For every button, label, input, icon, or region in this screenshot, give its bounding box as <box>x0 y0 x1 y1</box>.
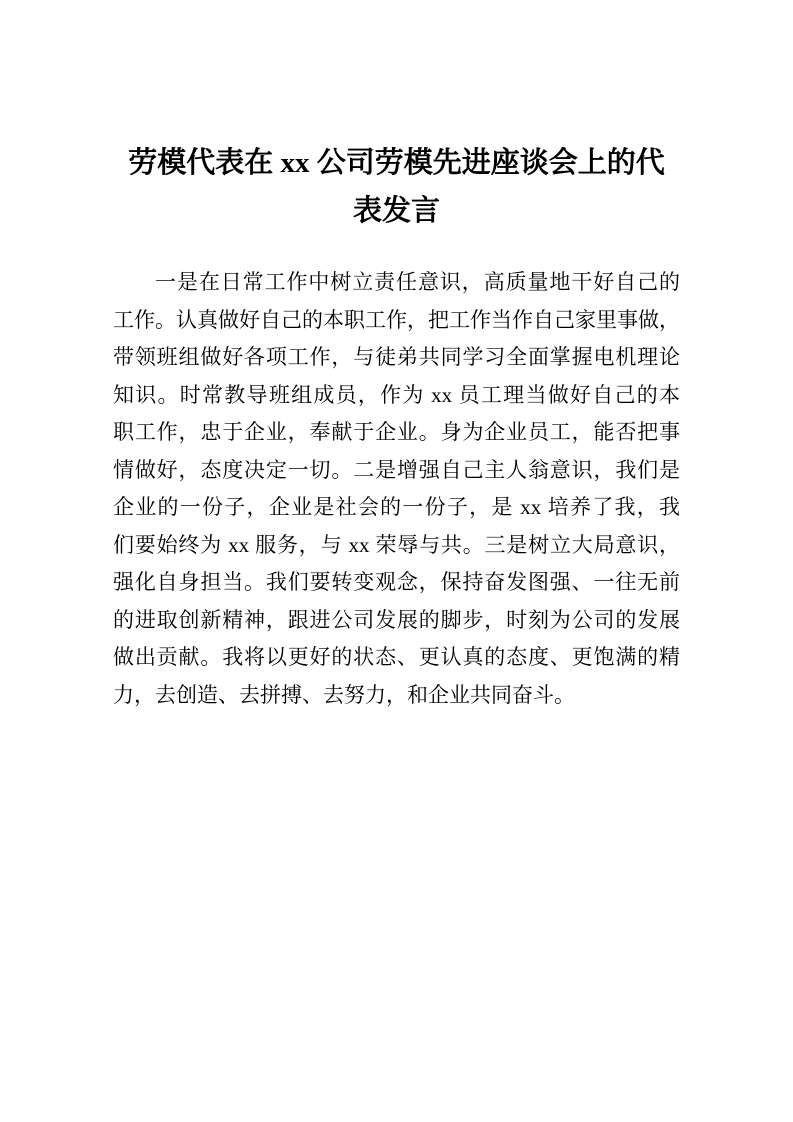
body-line: 带领班组做好各项工作，与徒弟共同学习全面掌握电机理论 <box>113 345 680 369</box>
title-line: 表发言 <box>352 195 440 227</box>
body-line: 强化自身担当。我们要转变观念，保持奋发图强、一往无前 <box>113 570 680 594</box>
body-line: 情做好，态度决定一切。二是增强自己主人翁意识，我们是 <box>113 457 680 482</box>
body-line: 知识。时常教导班组成员，作为 xx 员工理当做好自己的本 <box>113 382 680 407</box>
body-line: 企业的一份子，企业是社会的一份子，是 xx 培养了我，我 <box>113 495 680 519</box>
body-line: 的进取创新精神，跟进公司发展的脚步，时刻为公司的发展 <box>113 607 680 632</box>
body-line: 做出贡献。我将以更好的状态、更认真的态度、更饱满的精 <box>113 645 680 669</box>
body-line: 职工作，忠于企业，奉献于企业。身为企业员工，能否把事 <box>113 420 680 444</box>
document-title <box>113 139 680 235</box>
body-line: 一是在日常工作中树立责任意识，高质量地干好自己的 <box>155 270 680 294</box>
body-line: 工作。认真做好自己的本职工作，把工作当作自己家里事做， <box>113 307 680 332</box>
body-paragraph <box>113 264 680 714</box>
body-line: 力，去创造、去拼搏、去努力，和企业共同奋斗。 <box>113 682 575 707</box>
title-line: 劳模代表在 xx 公司劳模先进座谈会上的代 <box>128 147 665 179</box>
body-line: 们要始终为 xx 服务，与 xx 荣辱与共。三是树立大局意识， <box>113 532 680 557</box>
